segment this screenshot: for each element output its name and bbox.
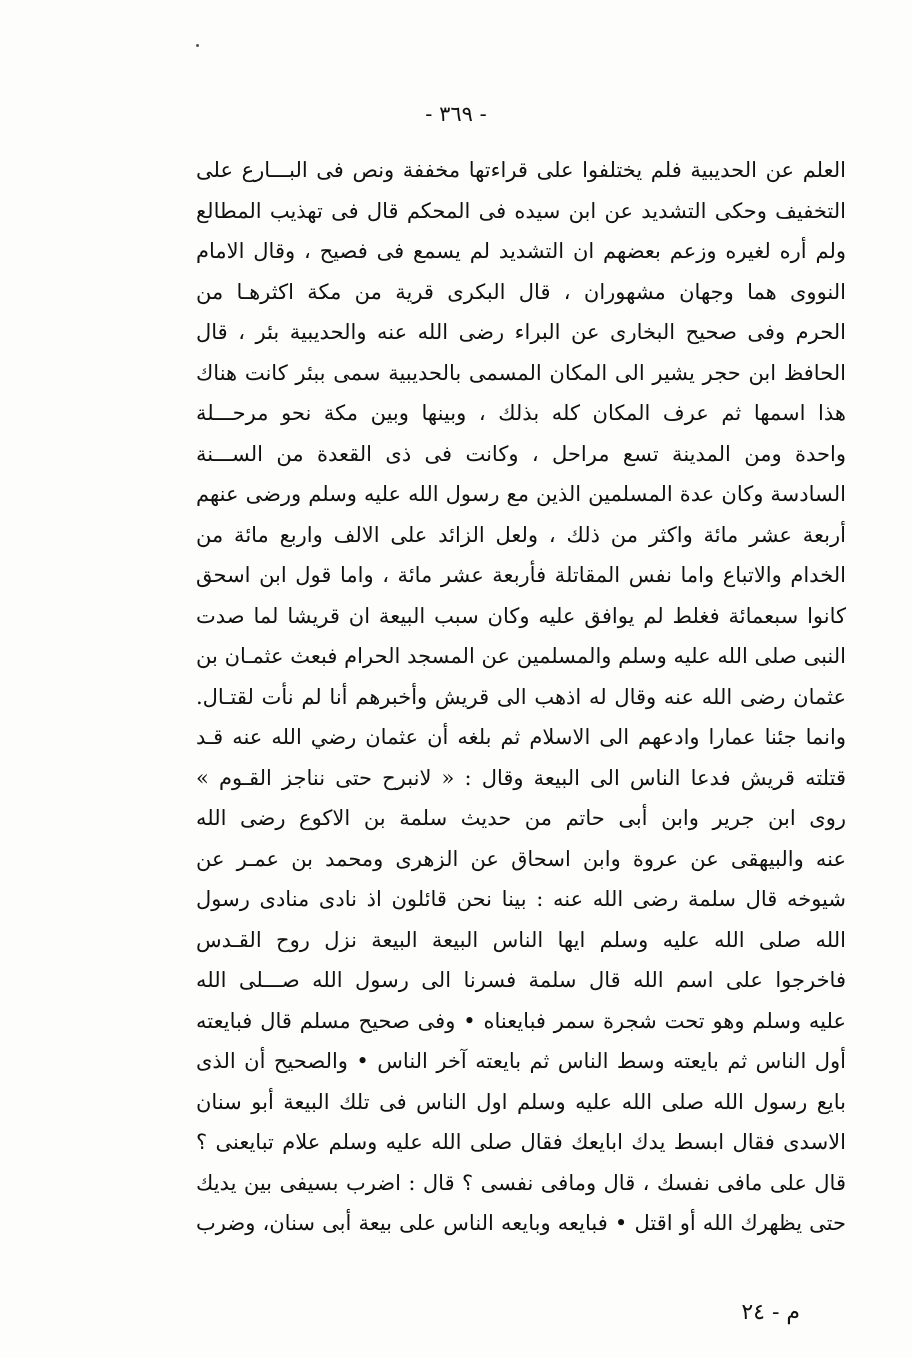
ink-speck [196,44,199,47]
text-line: قال على مافى نفسك ، قال ومافى نفسى ؟ قال : اضرب بسيفى بين يديك [196,1170,846,1195]
text-line: السادسة وكان عدة المسلمين الذين مع رسول الله عليه وسلم ورضى عنهم [196,482,846,506]
text-line: الحافظ ابن حجر يشير الى المكان المسمى بالحديبية سمى ببئر كانت هناك [196,360,846,385]
text-line: عثمان رضى الله عنه وقال له اذهب الى قريش وأخبرهم أنا لم نأت لقتـال. [196,684,846,709]
text-line: قتلته قريش فدعا الناس الى البيعة وقال : « لانبرح حتى نناجز القـوم » [196,765,846,790]
text-line: الحرم وفى صحيح البخارى عن البراء رضى الله عنه والحديبية بئر ، قال [196,320,846,344]
text-line: الخدام والاتباع واما نفس المقاتلة فأربعة عشر مائة ، واما قول ابن اسحق [196,563,846,587]
text-line: أربعة عشر مائة واكثر من ذلك ، ولعل الزائد على الالف واربع مائة من [196,522,846,547]
text-line: وانما جئنا عمارا وادعهم الى الاسلام ثم بلغه أن عثمان رضي الله عنه قـد [196,725,846,749]
text-line: النبى صلى الله عليه وسلم والمسلمين عن المسجد الحرام فبعث عثمـان بن [196,644,846,668]
text-line: النووى هما وجهان مشهوران ، قال البكرى قرية من مكة اكثرهـا من [196,279,846,304]
page-number: - ٣٦٩ - [425,102,487,126]
signature-mark: م - ٢٤ [741,1300,800,1325]
text-line: فاخرجوا على اسم الله قال سلمة فسرنا الى رسول الله صـــلى الله [196,968,846,992]
text-line: الاسدى فقال ابسط يدك ابايعك فقال صلى الله عليه وسلم علام تبايعنى ؟ [196,1130,846,1154]
text-line: كانوا سبعمائة فغلط لم يوافق عليه وكان سبب البيعة ان قريشا لما صدت [196,603,846,628]
text-line: أول الناس ثم بايعته وسط الناس ثم بايعته آخر الناس • والصحيح أن الذى [196,1049,846,1073]
text-line: التخفيف وحكى التشديد عن ابن سيده فى المحكم قال فى تهذيب المطالع [196,198,846,223]
text-line: ولم أره لغيره وزعم بعضهم ان التشديد لم يسمع فى فصيح ، وقال الامام [196,239,846,263]
text-line: شيوخه قال سلمة رضى الله عنه : بينا نحن قائلون اذ نادى منادى رسول [196,887,846,911]
text-line: حتى يظهرك الله أو اقتل • فبايعه وبايعه الناس على بيعة أبى سنان، وضرب [196,1211,846,1235]
text-line: عنه والبيهقى عن عروة وابن اسحاق عن الزهرى ومحمد بن عمـر عن [196,846,846,871]
text-line: هذا اسمها ثم عرف المكان كله بذلك ، وبينها وبين مكة نحو مرحـــلة [196,401,846,425]
text-line: بايع رسول الله صلى الله عليه وسلم اول الناس فى تلك البيعة أبو سنان [196,1089,846,1114]
text-line: العلم عن الحديبية فلم يختلفوا على قراءتها مخففة ونص فى البـــارع على [196,158,846,182]
body-text [196,150,846,1244]
text-line: عليه وسلم وهو تحت شجرة سمر فبايعناه • وفى صحيح مسلم قال فبايعته [196,1008,846,1033]
text-line: الله صلى الله عليه وسلم ايها الناس البيعة البيعة نزل روح القـدس [196,927,846,952]
text-line: روى ابن جرير وابن أبى حاتم من حديث سلمة بن الاكوع رضى الله [196,806,846,830]
text-line: واحدة ومن المدينة تسع مراحل ، وكانت فى ذى القعدة من الســـنة [196,441,846,466]
